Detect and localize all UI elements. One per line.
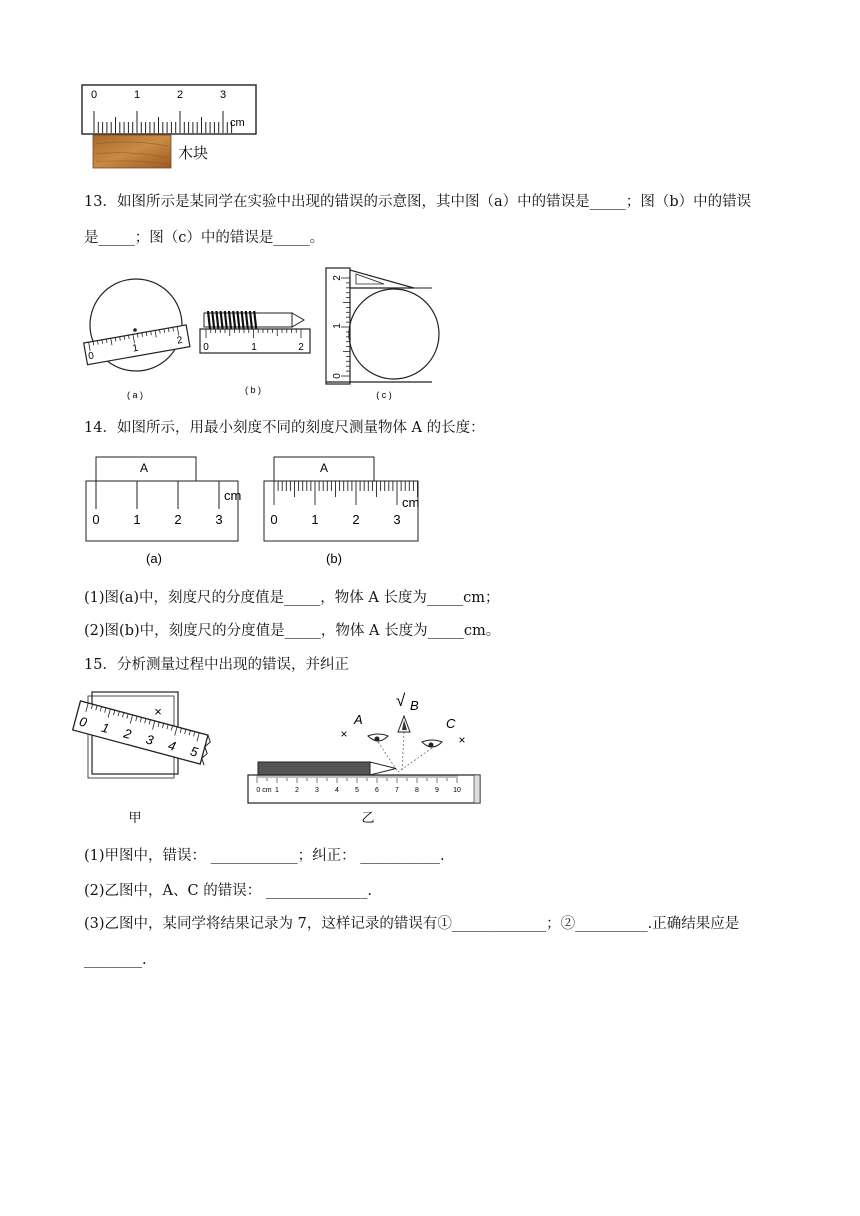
q15-stem: 15．分析测量过程中出现的错误，并纠正 bbox=[84, 657, 349, 673]
svg-text:A: A bbox=[319, 461, 329, 475]
tick-label: 0 bbox=[90, 89, 98, 101]
svg-text:1: 1 bbox=[99, 719, 111, 736]
svg-text:1: 1 bbox=[311, 512, 319, 527]
svg-text:×: × bbox=[340, 727, 348, 741]
ruler-body bbox=[86, 481, 238, 541]
svg-text:5: 5 bbox=[355, 787, 359, 794]
tick-label: 1 bbox=[133, 89, 141, 101]
svg-text:2: 2 bbox=[298, 342, 304, 353]
wood-block-label: 木块 bbox=[178, 144, 209, 162]
svg-text:8: 8 bbox=[415, 787, 419, 794]
q13-line2: 是_____；图（c）中的错误是_____。 bbox=[84, 230, 325, 246]
ruler-body bbox=[264, 481, 418, 541]
svg-text:9: 9 bbox=[435, 787, 439, 794]
svg-text:B: B bbox=[410, 698, 419, 713]
svg-text:A: A bbox=[139, 461, 149, 475]
svg-text:0 cm: 0 cm bbox=[256, 787, 272, 794]
svg-text:3: 3 bbox=[315, 787, 319, 794]
svg-text:0: 0 bbox=[77, 713, 89, 731]
svg-text:A: A bbox=[354, 712, 363, 727]
ruler-wood-block-figure bbox=[80, 84, 260, 170]
fig13-c-vertical-ruler-circle bbox=[322, 266, 446, 404]
svg-text:×: × bbox=[458, 733, 466, 747]
fig14-a-ruler-object bbox=[84, 455, 254, 571]
q15-sub2: (2)乙图中，A、C 的错误： ______________. bbox=[84, 883, 372, 899]
svg-text:7: 7 bbox=[395, 787, 399, 794]
svg-text:1: 1 bbox=[133, 512, 141, 527]
fig14-b-ruler-object bbox=[262, 455, 432, 571]
tick-label: 2 bbox=[176, 89, 184, 101]
caption: ( a ) bbox=[126, 390, 144, 400]
fig15-yi-viewing-angles bbox=[246, 680, 486, 828]
svg-text:2: 2 bbox=[295, 787, 299, 794]
caption: 乙 bbox=[361, 810, 375, 825]
svg-text:0: 0 bbox=[92, 512, 100, 527]
fig13-b-coil-ruler bbox=[198, 295, 314, 399]
caption: (a) bbox=[146, 551, 162, 566]
svg-text:1: 1 bbox=[275, 787, 279, 794]
caption: (b) bbox=[326, 551, 342, 566]
q15-sub3-cont: ________. bbox=[84, 952, 147, 968]
svg-text:2: 2 bbox=[352, 512, 360, 527]
q13-line1: 13．如图所示是某同学在实验中出现的错误的示意图，其中图（a）中的错误是_____；图（b）中的错误 bbox=[84, 194, 752, 210]
q14-stem: 14．如图所示，用最小刻度不同的刻度尺测量物体 A 的长度： bbox=[84, 420, 485, 436]
svg-text:1: 1 bbox=[332, 323, 343, 329]
svg-text:2: 2 bbox=[174, 512, 182, 527]
svg-text:2: 2 bbox=[176, 334, 184, 347]
q15-sub3: (3)乙图中，某同学将结果记录为 7，这样记录的错误有①_____________；②__________.正确结果应是 bbox=[84, 916, 740, 932]
unit-label: cm bbox=[230, 117, 245, 129]
caption: 甲 bbox=[128, 810, 142, 825]
svg-text:5: 5 bbox=[188, 743, 200, 760]
svg-text:cm: cm bbox=[224, 488, 242, 503]
svg-text:10: 10 bbox=[453, 787, 461, 794]
svg-text:6: 6 bbox=[375, 787, 379, 794]
svg-text:4: 4 bbox=[166, 737, 178, 754]
svg-text:0: 0 bbox=[203, 342, 209, 353]
caption: ( b ) bbox=[244, 385, 262, 395]
svg-text:0: 0 bbox=[270, 512, 278, 527]
svg-text:2: 2 bbox=[332, 275, 343, 281]
svg-text:1: 1 bbox=[131, 342, 140, 355]
tick-label: 3 bbox=[219, 89, 227, 101]
fig13-a-circle-tilted-ruler bbox=[80, 278, 200, 402]
svg-text:√: √ bbox=[396, 691, 406, 710]
svg-text:3: 3 bbox=[393, 512, 401, 527]
q15-sub1: (1)甲图中，错误： ____________；纠正： ___________. bbox=[84, 848, 445, 864]
caption: ( c ) bbox=[376, 390, 392, 400]
svg-text:3: 3 bbox=[215, 512, 223, 527]
svg-text:×: × bbox=[154, 704, 162, 719]
q14-sub2: (2)图(b)中，刻度尺的分度值是_____，物体 A 长度为_____cm。 bbox=[84, 623, 501, 639]
q14-sub1: (1)图(a)中，刻度尺的分度值是_____，物体 A 长度为_____cm； bbox=[84, 590, 500, 606]
svg-text:4: 4 bbox=[335, 787, 339, 794]
svg-text:0: 0 bbox=[332, 373, 343, 379]
fig15-jia-tilted-ruler bbox=[77, 688, 220, 828]
svg-text:C: C bbox=[446, 716, 456, 731]
svg-text:2: 2 bbox=[122, 725, 134, 742]
svg-text:cm: cm bbox=[402, 495, 420, 510]
svg-text:3: 3 bbox=[144, 731, 156, 748]
svg-text:0: 0 bbox=[87, 350, 95, 363]
svg-text:1: 1 bbox=[251, 342, 257, 353]
